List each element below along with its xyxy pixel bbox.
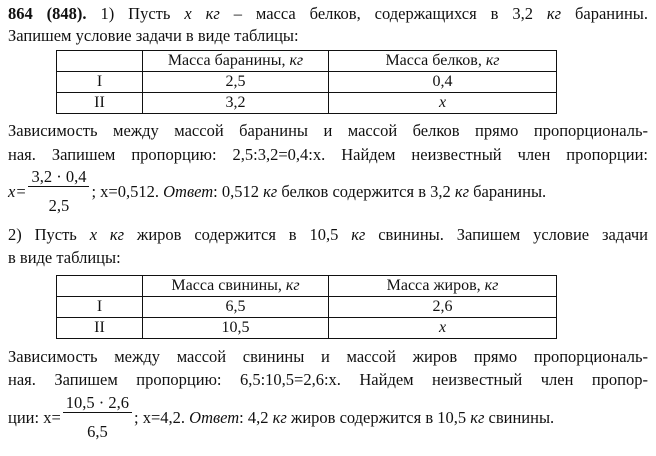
part2-line2: в виде таблицы: [8, 248, 121, 267]
table-header-cell: Масса свинины, кг [143, 276, 329, 297]
table-cell: I [57, 297, 143, 318]
table-header-cell [57, 276, 143, 297]
table-cell: II [57, 93, 143, 114]
table-cell: 10,5 [143, 318, 329, 339]
problem-heading: 864 (848). 1) Пусть x кг – масса белков, содержащихся в 3,2 кг баранины. [8, 4, 648, 23]
table-header-cell [57, 51, 143, 72]
para2-line1: Зависимость между массой свинины и массой жиров прямо пропорциональ- [8, 347, 648, 366]
fraction-2: $\frac{10,5 \cdot 2,6}{6,5}$ [63, 394, 132, 441]
table-row [57, 72, 557, 93]
table-header-cell: Масса белков, кг [329, 51, 557, 72]
table-header-cell: Масса баранины, кг [143, 51, 329, 72]
table-cell: 0,4 [329, 72, 557, 93]
part2-line1: 2) Пусть x кг жиров содержится в 10,5 кг свинины. Запишем условие задачи [8, 225, 648, 244]
table-cell: I [57, 72, 143, 93]
table-cell: II [57, 318, 143, 339]
table-row [57, 93, 557, 114]
fraction-1: $\frac{3,2 \cdot 0,4}{2,5}$ [28, 168, 89, 215]
table-mutton [56, 50, 557, 114]
table-cell: 2,5 [143, 72, 329, 93]
table-cell: 6,5 [143, 297, 329, 318]
table-row [57, 318, 557, 339]
table-cell: 3,2 [143, 93, 329, 114]
para2-line2: ная. Запишем пропорцию: 6,5:10,5=2,6:x. Найдем неизвестный член пропор- [8, 370, 648, 389]
problem-number: 864 (848). [8, 4, 87, 23]
para1-formula-line: x= $\frac{3,2 \cdot 0,4}{2,5}$ ; x=0,512. Ответ: 0,512 кг белков содержится в 3,2 кг баранины. [8, 167, 547, 215]
para1-line2: ная. Запишем пропорцию: 2,5:3,2=0,4:x. Найдем неизвестный член пропорции: [8, 145, 648, 164]
intro-text-1: Запишем условие задачи в виде таблицы: [8, 26, 299, 45]
para2-formula-line: ции: x= $\frac{10,5 \cdot 2,6}{6,5}$ ; x=4,2. Ответ: 4,2 кг жиров содержится в 10,5 кг свинины. [8, 393, 555, 441]
table-cell: x [329, 318, 557, 339]
table-pork [56, 275, 557, 339]
para1-line1: Зависимость между массой баранины и массой белков прямо пропорциональ- [8, 121, 648, 140]
table-cell: x [329, 93, 557, 114]
table-header-cell: Масса жиров, кг [329, 276, 557, 297]
table-row [57, 297, 557, 318]
table-header-row [57, 276, 557, 297]
table-header-row [57, 51, 557, 72]
table-cell: 2,6 [329, 297, 557, 318]
